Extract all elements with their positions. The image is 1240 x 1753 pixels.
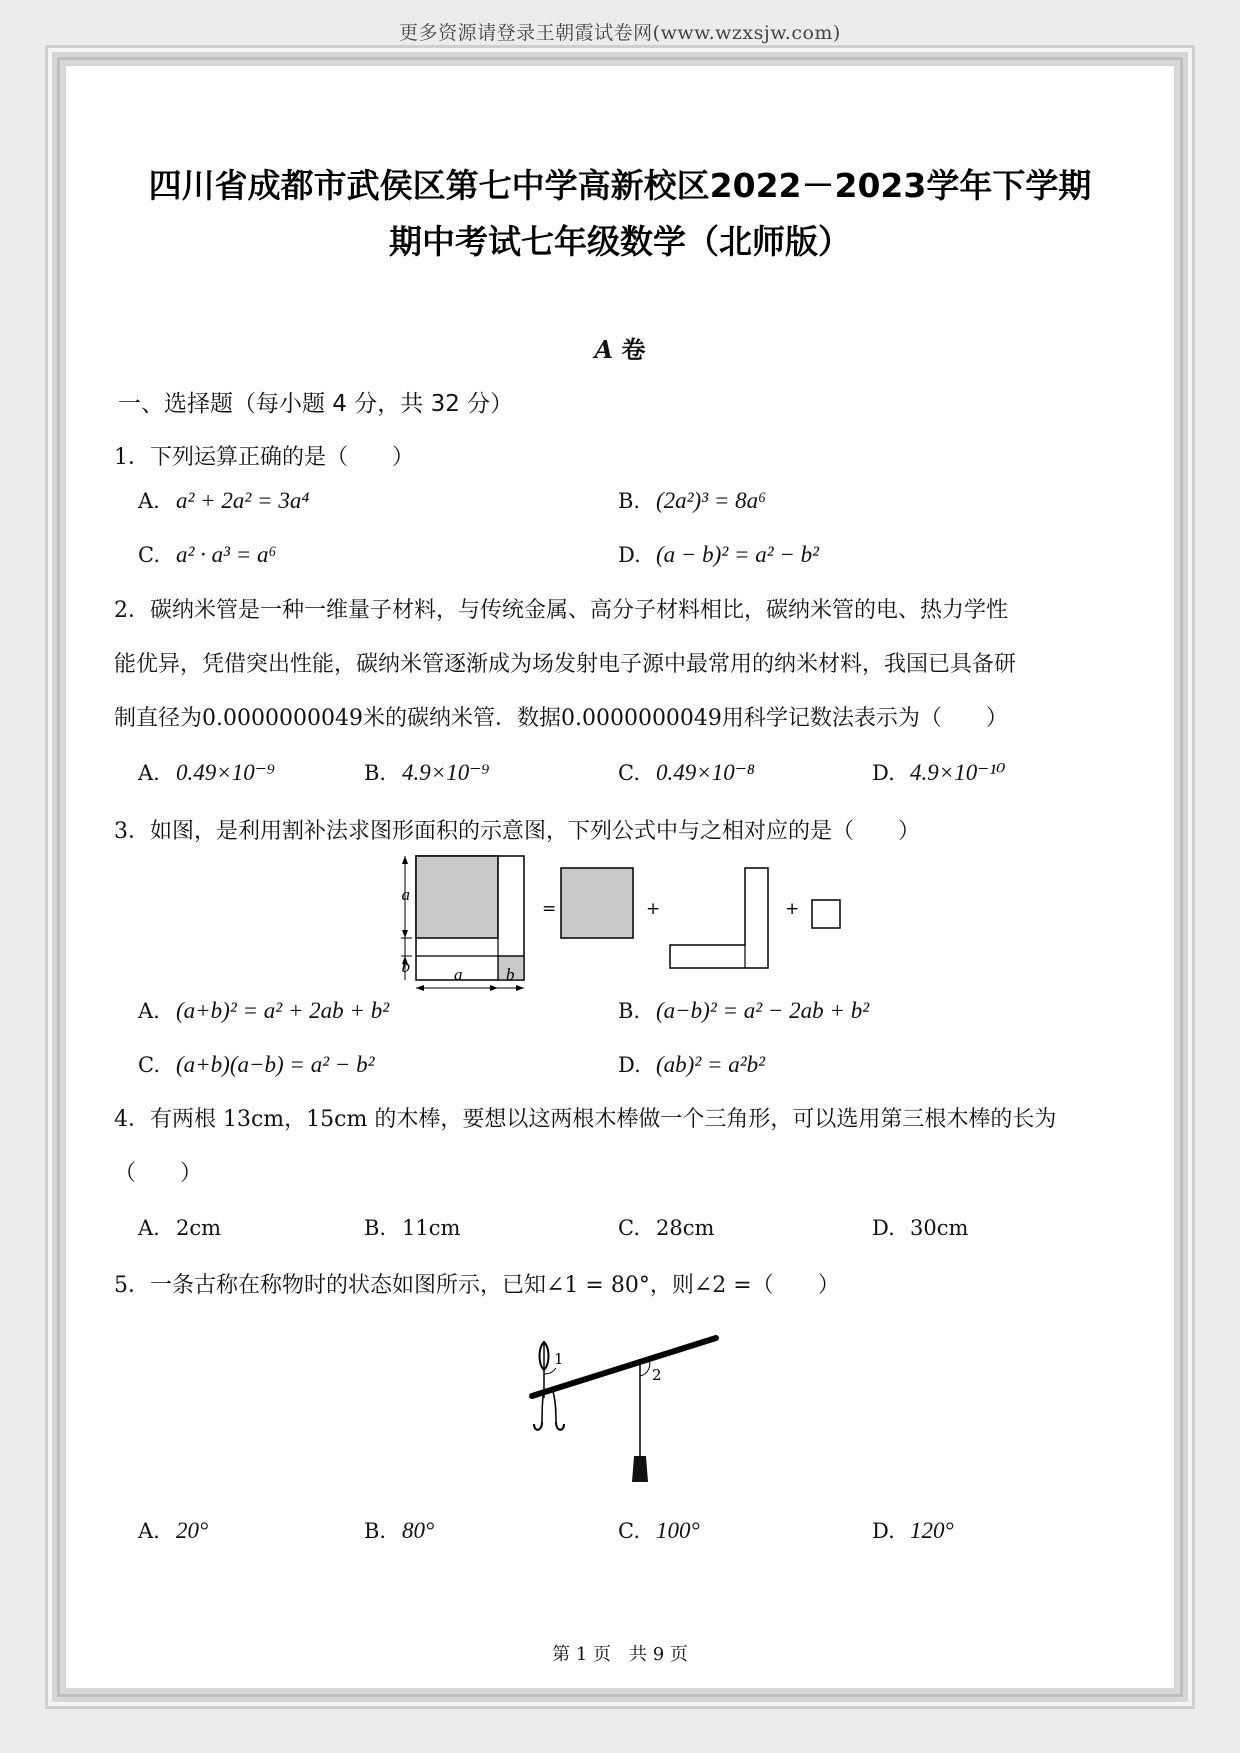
option-label: A. xyxy=(138,489,160,513)
question-4-stem-line: 4．有两根 13cm，15cm 的木棒，要想以这两根木棒做一个三角形，可以选用第三根木棒的长为 xyxy=(114,1107,1057,1132)
question-2-stem xyxy=(114,584,1126,746)
option-text: a² · a³ = a⁶ xyxy=(176,542,277,567)
question-5-stem: 5．一条古称在称物时的状态如图所示，已知∠1 = 80°，则∠2 =（ ） xyxy=(114,1273,840,1298)
question-3-option-b xyxy=(618,998,869,1024)
page-footer: 第 1 页 共 9 页 xyxy=(552,1644,688,1665)
question-1-option-b xyxy=(618,488,766,514)
option-text: 2cm xyxy=(176,1216,222,1240)
question-1-option-a xyxy=(138,488,309,514)
figure-label-a-horizontal: a xyxy=(454,965,463,984)
option-label: D. xyxy=(872,761,895,785)
small-square-b xyxy=(812,900,840,928)
question-2-option-b xyxy=(364,760,489,786)
question-4-option-a xyxy=(138,1216,221,1240)
l-shaped-strips xyxy=(670,868,768,968)
option-label: C. xyxy=(618,761,640,785)
question-3-stem: 3．如图，是利用割补法求图形面积的示意图，下列公式中与之相对应的是（ ） xyxy=(114,819,920,844)
question-4-option-d xyxy=(872,1216,968,1240)
option-label: B. xyxy=(364,1519,387,1543)
option-text: 28cm xyxy=(656,1216,715,1240)
option-text: (a+b)(a−b) = a² − b² xyxy=(176,1052,375,1077)
question-5-option-b xyxy=(364,1518,434,1544)
question-4-option-b xyxy=(364,1216,460,1240)
option-text: 30cm xyxy=(910,1216,969,1240)
option-text: (a−b)² = a² − 2ab + b² xyxy=(656,998,870,1023)
option-text: (2a²)³ = 8a⁶ xyxy=(656,488,767,513)
option-label: A. xyxy=(138,1216,160,1240)
exam-title-line-1: 四川省成都市武侯区第七中学高新校区2022－2023学年下学期 xyxy=(148,166,1092,205)
question-1-stem: 1．下列运算正确的是（ ） xyxy=(114,445,414,470)
question-5-steelyard-figure xyxy=(520,1330,730,1490)
question-4-option-c xyxy=(618,1216,714,1240)
option-text: (a − b)² = a² − b² xyxy=(656,542,820,567)
question-2-stem-line: 制直径为0.0000000049米的碳纳米管．数据0.0000000049用科学记数法表示为（ ） xyxy=(114,706,1008,731)
question-3-option-c xyxy=(138,1052,375,1078)
option-label: A. xyxy=(138,999,160,1023)
option-label: B. xyxy=(618,489,641,513)
question-5-option-d xyxy=(872,1518,954,1544)
question-5-option-c xyxy=(618,1518,700,1544)
right-hook xyxy=(556,1422,564,1430)
watermark: 更多资源请登录王朝霞试卷网(www.wzxsjw.com) xyxy=(399,22,841,44)
volume-letter: A xyxy=(594,335,614,364)
question-3-option-d xyxy=(618,1052,765,1078)
option-label: C. xyxy=(138,543,160,567)
option-label: D. xyxy=(872,1519,895,1543)
shaded-square-a xyxy=(561,868,633,938)
option-text: 0.49×10⁻⁹ xyxy=(176,760,275,785)
exam-title-line-2: 期中考试七年级数学（北师版） xyxy=(389,222,851,261)
question-3-figure xyxy=(392,850,852,990)
option-text: 120° xyxy=(910,1518,954,1543)
volume-suffix: 卷 xyxy=(613,335,646,364)
question-2-option-a xyxy=(138,760,275,786)
left-hook xyxy=(534,1422,542,1430)
section-heading-multiple-choice: 一、选择题（每小题 4 分，共 32 分） xyxy=(118,391,514,417)
figure-equals-sign: = xyxy=(542,899,557,919)
volume-heading xyxy=(0,330,1240,365)
figure-label-a-vertical: a xyxy=(401,885,410,904)
option-text: 80° xyxy=(402,1518,435,1543)
option-label: A. xyxy=(138,1519,160,1543)
option-label: D. xyxy=(872,1216,895,1240)
question-4-stem-line: （ ） xyxy=(114,1161,203,1186)
figure-label-b-vertical: b xyxy=(401,957,410,976)
question-2-option-c xyxy=(618,760,755,786)
option-text: 20° xyxy=(176,1518,209,1543)
angle-2-label: 2 xyxy=(652,1366,662,1384)
figure-plus-sign-2: + xyxy=(785,899,800,919)
angle-1-label: 1 xyxy=(554,1350,564,1368)
question-3-option-a xyxy=(138,998,389,1024)
option-text: 4.9×10⁻¹⁰ xyxy=(910,760,1006,785)
option-label: C. xyxy=(138,1053,160,1077)
option-text: 4.9×10⁻⁹ xyxy=(402,760,490,785)
question-2-option-d xyxy=(872,760,1006,786)
option-text: 11cm xyxy=(402,1216,461,1240)
question-4-stem xyxy=(114,1093,1126,1201)
option-label: C. xyxy=(618,1216,640,1240)
option-label: B. xyxy=(364,761,387,785)
counterweight xyxy=(632,1456,648,1482)
option-label: C. xyxy=(618,1519,640,1543)
option-label: D. xyxy=(618,1053,641,1077)
question-1-option-d xyxy=(618,542,819,568)
option-label: B. xyxy=(364,1216,387,1240)
option-text: 100° xyxy=(656,1518,700,1543)
question-5-option-a xyxy=(138,1518,208,1544)
figure-plus-sign-1: + xyxy=(646,899,661,919)
figure-label-b-horizontal: b xyxy=(506,965,515,984)
option-text: (a+b)² = a² + 2ab + b² xyxy=(176,998,390,1023)
question-2-stem-line: 能优异，凭借突出性能，碳纳米管逐渐成为场发射电子源中最常用的纳米材料，我国已具备研 xyxy=(114,652,1017,677)
option-label: B. xyxy=(618,999,641,1023)
option-text: a² + 2a² = 3a⁴ xyxy=(176,488,310,513)
question-2-stem-line: 2．碳纳米管是一种一维量子材料，与传统金属、高分子材料相比，碳纳米管的电、热力学性 xyxy=(114,598,1009,623)
option-label: D. xyxy=(618,543,641,567)
option-text: 0.49×10⁻⁸ xyxy=(656,760,755,785)
option-label: A. xyxy=(138,761,160,785)
option-text: (ab)² = a²b² xyxy=(656,1052,766,1077)
question-1-option-c xyxy=(138,542,277,568)
